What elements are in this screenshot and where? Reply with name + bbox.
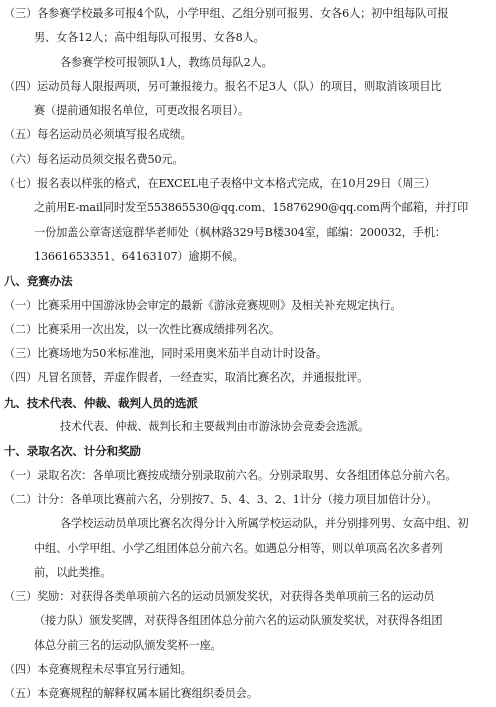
continuation-line: 前，以此类推。 [34,565,112,579]
list-item-line: （四）运动员每人限报两项，另可兼报接力。报名不足3人（队）的项目，则取消该项目比 [4,79,442,93]
document-body [4,2,492,707]
continuation-line: 中组、小学甲组、小学乙组团体总分前六名。如遇总分相等，则以单项高名次多者列 [34,541,443,555]
section-heading: 十、录取名次、计分和奖励 [4,444,141,459]
list-item-line: （三）奖励：对获得各类单项前六名的运动员颁发奖状，对获得各类单项前三名的运动员 [4,590,435,604]
paragraph-line: 各参赛学校可报领队1人，教练员每队2人。 [60,55,273,69]
list-item-line: （七）报名表以样张的格式，在EXCEL电子表格中文本格式完成，在10月29日（周三） [4,177,436,191]
list-item-line: （五）每名运动员必须填写报名成绩。 [4,128,192,142]
list-item-line: （一）比赛采用中国游泳协会审定的最新《游泳竞赛规则》及相关补充规定执行。 [4,298,402,312]
paragraph-line: 技术代表、仲裁、裁判长和主要裁判由市游泳协会竞委会选派。 [60,420,370,434]
continuation-line: 体总分前三名的运动队颁发奖杯一座。 [34,638,222,652]
list-item-line: （五）本竞赛规程的解释权属本届比赛组织委员会。 [4,687,258,701]
continuation-line: 一份加盖公章寄送寇群华老师处（枫林路329号B楼304室，邮编：200032，手机： [34,225,446,239]
list-item-line: （六）每名运动员须交报名费50元。 [4,152,184,166]
list-item-line: （四）凡冒名顶替，弄虚作假者，一经查实，取消比赛名次，并通报批评。 [4,371,369,385]
list-item-line: （三）比赛场地为50米标准池，同时采用奥米茄半自动计时设备。 [4,347,327,361]
list-item-line: （一）录取名次：各单项比赛按成绩分别录取前六名。分别录取男、女各组团体总分前六名。 [4,468,457,482]
continuation-line: （接力队）颁发奖牌，对获得各组团体总分前六名的运动队颁发奖状，对获得各组团 [34,614,443,628]
continuation-line: 之前用E-mail同时发至553865530@qq.com、15876290@qq.com两个邮箱，并打印 [34,201,468,215]
continuation-line: 男、女各12人；高中组每队可报男、女各8人。 [34,31,265,45]
list-item-line: （二）比赛采用一次出发，以一次性比赛成绩排列名次。 [4,322,280,336]
section-heading: 八、竞赛办法 [4,274,73,289]
continuation-line: 赛（提前通知报名单位，可更改报名项目）。 [34,104,250,118]
paragraph-line: 各学校运动员单项比赛名次得分计入所属学校运动队，并分别排列男、女高中组、初 [60,517,469,531]
continuation-line: 13661653351、64163107）逾期不候。 [34,249,244,263]
section-heading: 九、技术代表、仲裁、裁判人员的选派 [4,395,198,410]
list-item-line: （四）本竞赛规程未尽事宜另行通知。 [4,663,192,677]
list-item-line: （二）计分：各单项比赛前六名，分别按7、5、4、3、2、1计分（接力项目加倍计分）。 [4,492,438,506]
list-item-line: （三）各参赛学校最多可报4个队，小学甲组、乙组分别可报男、女各6人；初中组每队可报 [4,7,449,20]
